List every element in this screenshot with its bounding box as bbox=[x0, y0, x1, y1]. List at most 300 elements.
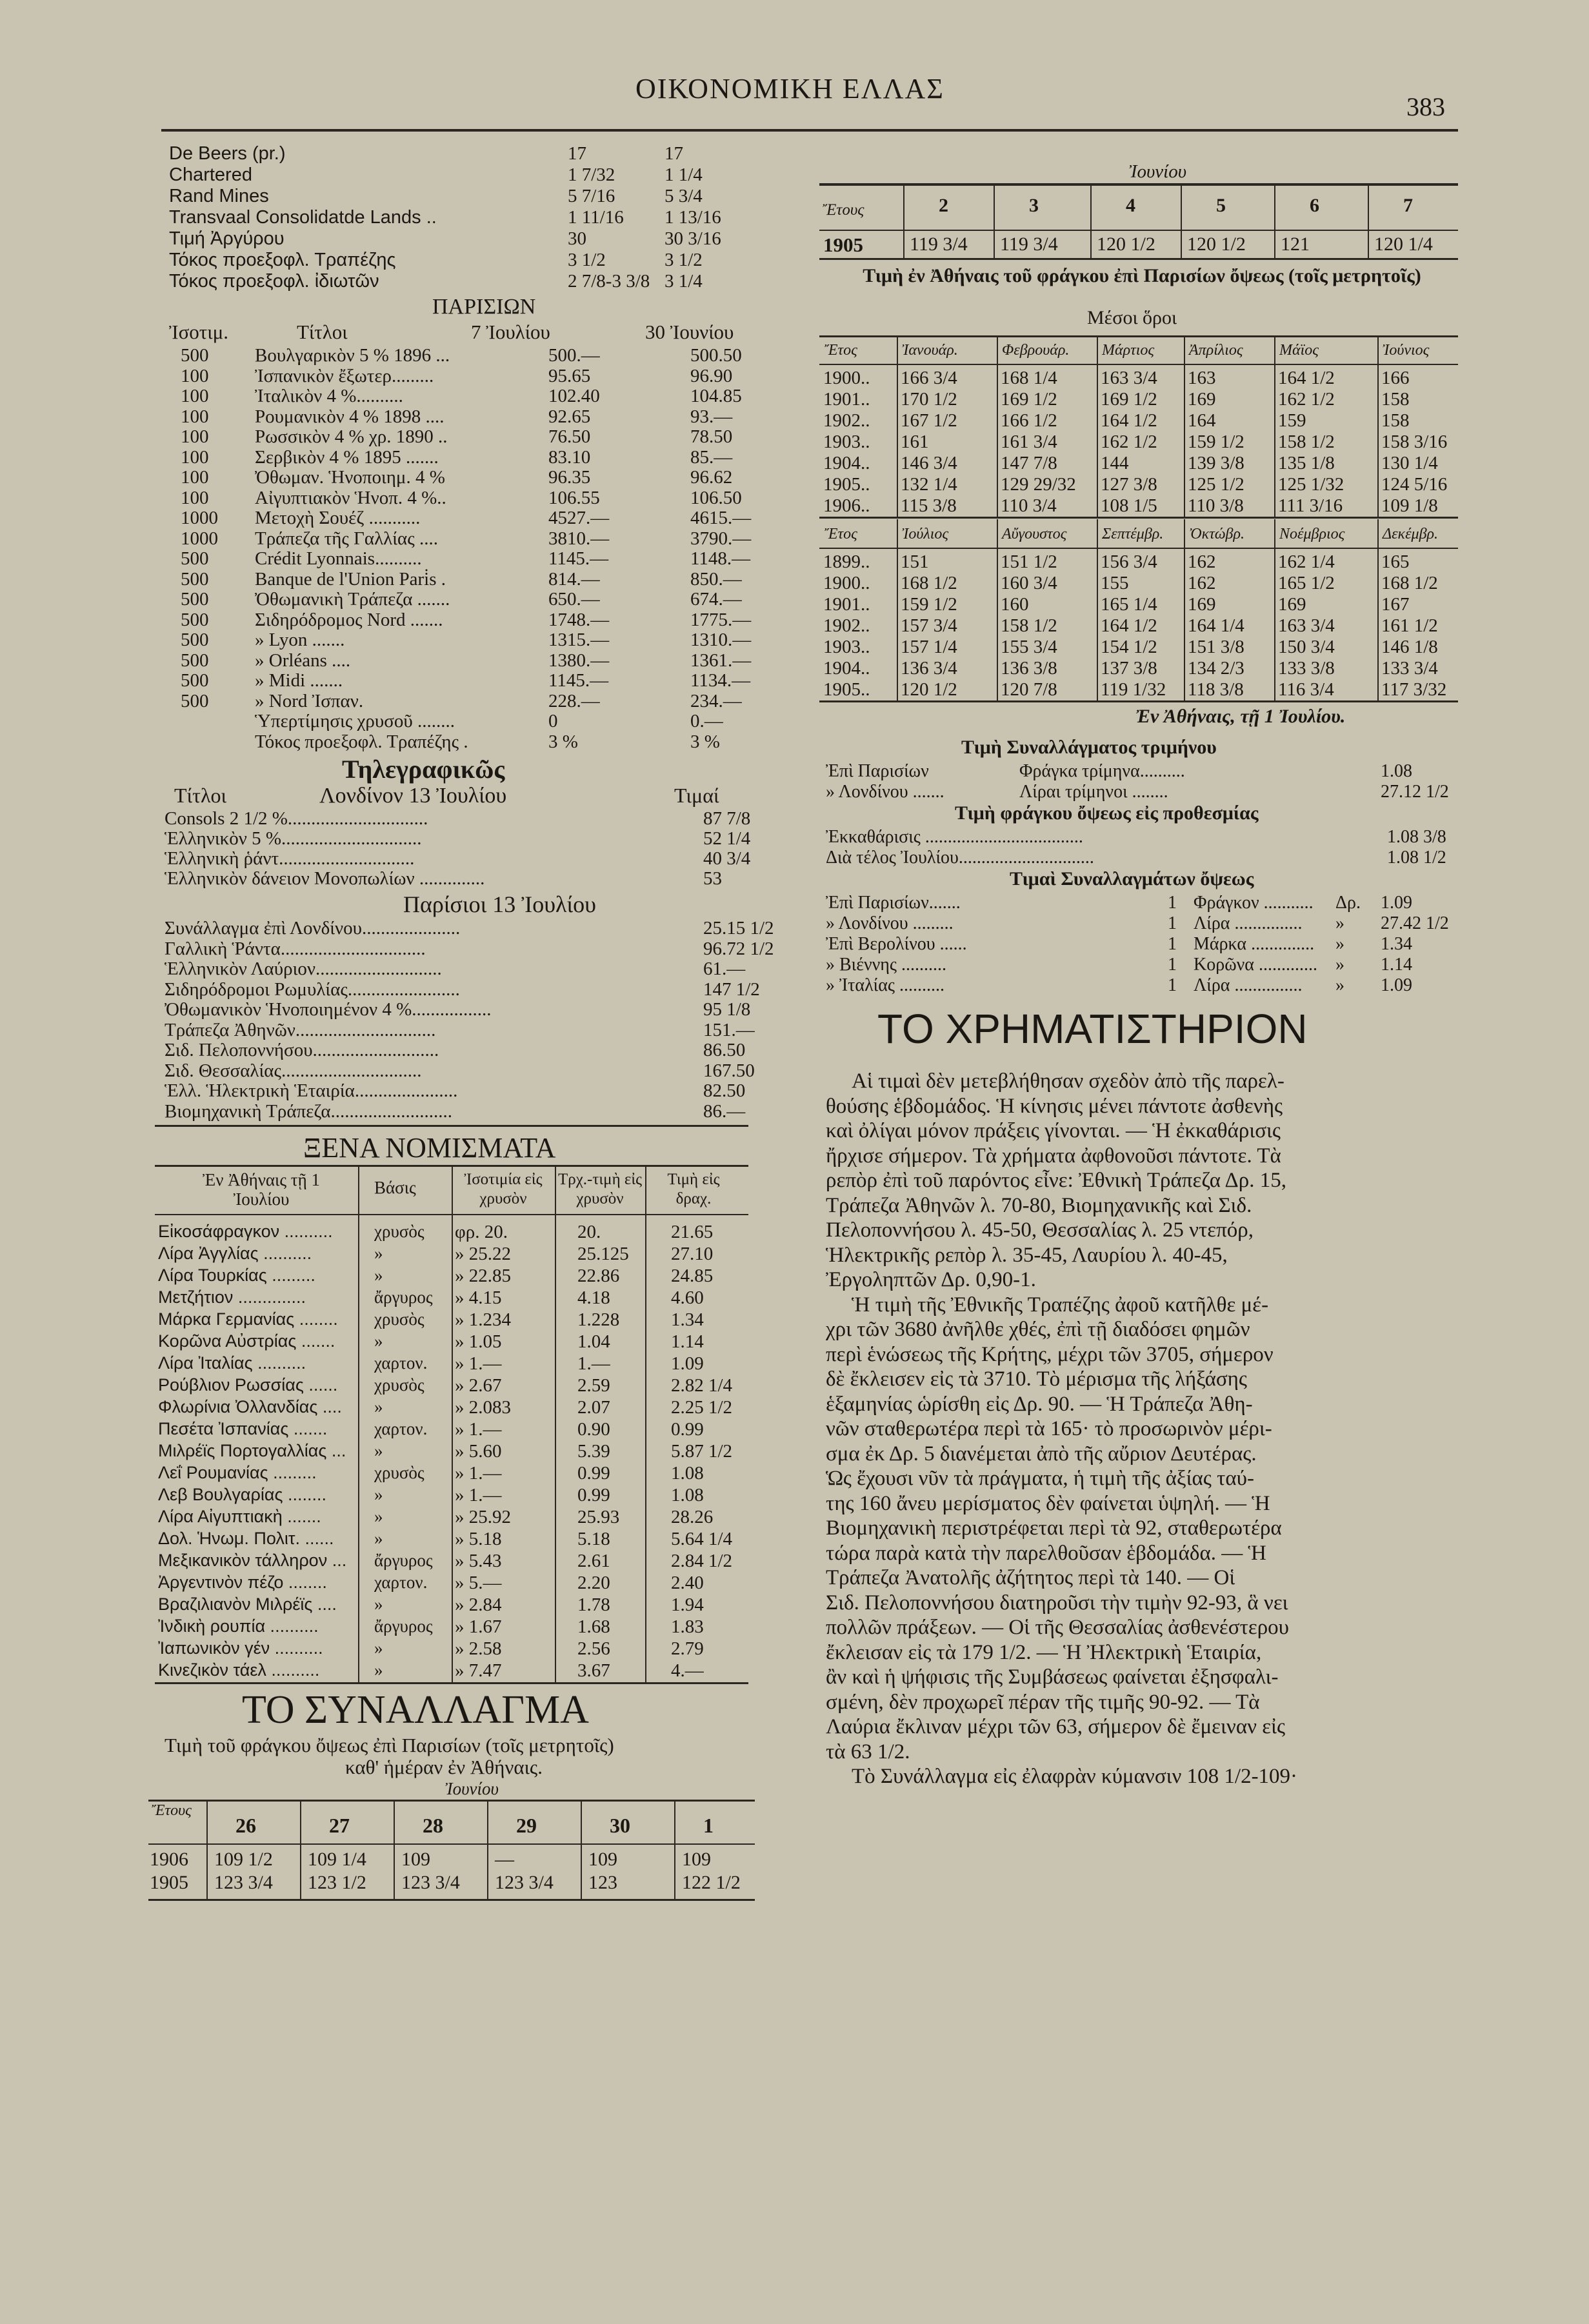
rt-day: 3 bbox=[1029, 195, 1039, 216]
exchange-r1-b: Φράγκα τρίμηνα.......... bbox=[1019, 761, 1185, 781]
article-line: Τράπεζα Ἀνατολῆς ἀζήτητος περὶ τὰ 140. — Οἱ bbox=[826, 1566, 1235, 1589]
paris-par: 500 bbox=[181, 548, 209, 569]
avg2-cell: 116 3/4 bbox=[1278, 679, 1334, 700]
telegr-paris-value: 61.— bbox=[703, 958, 746, 979]
paris-value-b: 96.90 bbox=[690, 365, 733, 386]
xena-cur: 0.99 bbox=[577, 1463, 610, 1484]
paris-par: 100 bbox=[181, 467, 209, 488]
xena-par: » 5.— bbox=[455, 1573, 502, 1593]
exchange-r3-a: Ἐπὶ Βερολίνου ...... bbox=[826, 934, 967, 954]
paris-value-b: 1134.— bbox=[690, 670, 751, 691]
xena-currency: Λίρα Αἰγυπτιακὴ ....... bbox=[158, 1507, 321, 1526]
paris-title-name: Ὑπερτίμησις χρυσοῦ ........ bbox=[255, 711, 455, 731]
paris-title-name: » Nord Ἰσπαν. bbox=[255, 690, 364, 711]
avg2-cell: 134 2/3 bbox=[1188, 658, 1244, 679]
paris-title-name: Βουλγαρικὸν 5 % 1896 ... bbox=[255, 345, 450, 366]
exchange-r3-a: » Ἰταλίας .......... bbox=[826, 975, 944, 995]
syn-val: 109 1/2 bbox=[214, 1849, 273, 1870]
avg2-head: Ἰούλιος bbox=[902, 526, 949, 542]
article-line: χρι τῶν 3680 ἀνῆλθε χθές, ἐπὶ τῇ διαδόσει φημῶν bbox=[826, 1318, 1250, 1341]
xena-cur: 22.86 bbox=[577, 1266, 620, 1286]
paris-value-a: 76.50 bbox=[548, 426, 591, 447]
avg2-cell: 169 bbox=[1278, 594, 1306, 615]
avg1-col-rule bbox=[1184, 335, 1185, 517]
article-line: νῶν σταθερωτέρα περὶ τὰ 165· τὸ προσωρινὸν μέρι- bbox=[826, 1417, 1272, 1440]
xena-dr: 4.— bbox=[671, 1660, 704, 1681]
xena-dr: 2.82 1/4 bbox=[671, 1375, 733, 1396]
xena-par: » 1.— bbox=[455, 1353, 502, 1374]
paris-par: 500 bbox=[181, 650, 209, 671]
syn-col-rule bbox=[674, 1800, 675, 1899]
xena-currency: Βραζιλιανὸν Μιλρέϊς .... bbox=[158, 1594, 337, 1614]
avg1-cell: 164 bbox=[1188, 410, 1216, 431]
xena-cur: 2.07 bbox=[577, 1397, 610, 1418]
paris-par: 1000 bbox=[181, 508, 218, 528]
article-line: δὲ ἔκλεισεν εἰς τὰ 3710. Τὸ μέρισμα τῆς λήξάσης bbox=[826, 1367, 1247, 1391]
avg1-cell: 158 bbox=[1381, 389, 1410, 410]
paris-value-a: 102.40 bbox=[548, 386, 600, 406]
xena-par: » 25.92 bbox=[455, 1507, 511, 1527]
xena-base: χαρτον. bbox=[374, 1419, 428, 1438]
avg2-cell: 133 3/4 bbox=[1381, 658, 1438, 679]
avg1-cell: 167 1/2 bbox=[901, 410, 957, 431]
avg1-cell: 1903.. bbox=[823, 432, 870, 452]
paris-value-a: 95.65 bbox=[548, 365, 591, 386]
avg1-cell: 1905.. bbox=[823, 474, 870, 495]
avg2-cell: 1899.. bbox=[823, 551, 870, 572]
avg2-cell: 133 3/8 bbox=[1278, 658, 1335, 679]
avg2-cell: 160 bbox=[1001, 594, 1029, 615]
article-line: Ἡ τιμὴ τῆς Ἐθνικῆς Τραπέζης ἀφοῦ κατῆλθε μέ- bbox=[852, 1293, 1269, 1316]
telegr-paris-value: 96.72 1/2 bbox=[703, 938, 774, 959]
avg1-cell: 1900.. bbox=[823, 368, 870, 388]
avg2-cell: 164 1/4 bbox=[1188, 615, 1244, 636]
paris-value-a: 1748.— bbox=[548, 609, 610, 630]
avg2-cell: 156 3/4 bbox=[1101, 551, 1157, 572]
avg1-cell: 159 bbox=[1278, 410, 1306, 431]
avg2-cell: 162 bbox=[1188, 573, 1216, 593]
syn-day: 30 bbox=[610, 1814, 630, 1837]
stock-value-b: 1 1/4 bbox=[665, 164, 703, 185]
exchange-r3-b: Μάρκα .............. bbox=[1194, 934, 1315, 954]
exchange-r2-c: 1.08 1/2 bbox=[1387, 848, 1446, 868]
paris-title-name: Τόκος προεξοφλ. Τραπέζης . bbox=[255, 731, 468, 752]
avg2-col-rule bbox=[1184, 519, 1185, 700]
avg2-cell: 117 3/32 bbox=[1381, 679, 1447, 700]
paris-value-b: 85.— bbox=[690, 446, 733, 468]
avg1-col-rule bbox=[1377, 335, 1379, 517]
avg1-head: Ἰανουάρ. bbox=[902, 342, 958, 359]
telegr-paris-value: 151.— bbox=[703, 1019, 755, 1040]
paris-par: 500 bbox=[181, 670, 209, 691]
xena-cur: 0.90 bbox=[577, 1419, 610, 1440]
exchange-r1-a: » Λονδίνου ....... bbox=[826, 782, 944, 802]
rt-col-rule bbox=[1181, 183, 1182, 258]
paris-title-name: » Orléans .... bbox=[255, 650, 351, 671]
avg2-cell: 119 1/32 bbox=[1101, 679, 1166, 700]
xena-cur: 1.68 bbox=[577, 1616, 610, 1637]
telegr-paris-name: Σιδ. Θεσσαλίας.............................. bbox=[165, 1060, 422, 1081]
avg1-cell: 161 bbox=[901, 432, 929, 452]
xena-table-bottom bbox=[155, 1682, 748, 1684]
xena-par: » 1.— bbox=[455, 1485, 502, 1505]
xena-dr: 2.84 1/2 bbox=[671, 1551, 733, 1571]
avg1-cell: 147 7/8 bbox=[1001, 453, 1057, 473]
avg2-cell: 169 bbox=[1188, 594, 1216, 615]
avg1-cell: 168 1/4 bbox=[1001, 368, 1057, 388]
stock-value-b: 1 13/16 bbox=[665, 207, 721, 228]
avg2-head: Ἔτος bbox=[824, 526, 857, 542]
exchange-r3-d: » bbox=[1335, 913, 1344, 933]
xena-par: » 1.— bbox=[455, 1463, 502, 1484]
paris-value-b: 3 % bbox=[690, 731, 720, 752]
article-line: σμένη, δὲν προχωρεῖ πέραν τῆς τιμῆς 90-92. — Τὰ bbox=[826, 1690, 1260, 1714]
avg2-cell: 146 1/8 bbox=[1381, 637, 1438, 657]
exchange-r1-c: 27.12 1/2 bbox=[1381, 782, 1449, 802]
article-line: σμα ἐκ Δρ. 5 διανέμεται ἀπὸ τῆς αὔριον Δευτέρας. bbox=[826, 1442, 1257, 1465]
avg2-cell: 168 1/2 bbox=[1381, 573, 1438, 593]
xena-currency: Μιλρέϊς Πορτογαλλίας ... bbox=[158, 1441, 346, 1460]
avg1-cell: 127 3/8 bbox=[1101, 474, 1157, 495]
syn-year: 1906 bbox=[150, 1849, 188, 1870]
xena-currency: Μάρκα Γερμανίας ........ bbox=[158, 1309, 338, 1329]
xena-base: » bbox=[374, 1441, 383, 1460]
paris-value-b: 1148.— bbox=[690, 548, 751, 569]
xena-currency: Ἰαπωνικὸν γέν .......... bbox=[158, 1638, 323, 1658]
paris-par: 100 bbox=[181, 446, 209, 468]
syn-val: 109 bbox=[682, 1849, 711, 1870]
avg1-head: Ἔτος bbox=[824, 342, 857, 359]
exchange-r3-a: » Βιέννης .......... bbox=[826, 955, 947, 975]
exchange-r3-d: » bbox=[1335, 955, 1344, 975]
avg1-cell: 111 3/16 bbox=[1278, 495, 1343, 516]
telegr-paris-value: 167.50 bbox=[703, 1060, 755, 1081]
rt-val: 119 3/4 bbox=[910, 233, 968, 255]
avg2-cell: 155 bbox=[1101, 573, 1129, 593]
telegr-paris-value: 82.50 bbox=[703, 1080, 746, 1101]
xena-dr: 27.10 bbox=[671, 1244, 714, 1264]
stock-value-b: 3 1/2 bbox=[665, 250, 703, 270]
telegr-name: Ἑλληνικὸν 5 %.............................. bbox=[165, 828, 422, 849]
avg1-cell: 170 1/2 bbox=[901, 389, 957, 410]
avg2-cell: 168 1/2 bbox=[901, 573, 957, 593]
xena-base: » bbox=[374, 1638, 383, 1658]
synallagma-sub1: Τιμὴ τοῦ φράγκου ὄψεως ἐπὶ Παρισίων (τοῖς μετρητοῖς) bbox=[165, 1734, 614, 1756]
paris-par: 100 bbox=[181, 487, 209, 508]
exchange-r3-n: 1 bbox=[1168, 955, 1177, 975]
avg2-head: Δεκέμβρ. bbox=[1383, 526, 1439, 542]
article-line: Λαύρια ἔκλιναν μέχρι τῶν 63, σήμερον δὲ ἔμειναν εἰς bbox=[826, 1715, 1286, 1738]
telegr-name: Consols 2 1/2 %.............................. bbox=[165, 808, 428, 829]
telegr-paris-name: Σιδ. Πελοποννήσου........................... bbox=[165, 1040, 439, 1060]
telegr-paris-value: 95 1/8 bbox=[703, 999, 751, 1020]
xena-head-place: Ἐν Ἀθήναις τῇ 1 Ἰουλίου bbox=[203, 1170, 320, 1209]
paris-value-b: 234.— bbox=[690, 690, 742, 711]
paris-value-b: 1361.— bbox=[690, 650, 752, 671]
avg2-cell: 159 1/2 bbox=[901, 594, 957, 615]
telegr-paris-title: Παρίσιοι 13 Ἰουλίου bbox=[403, 891, 597, 917]
paris-par: 100 bbox=[181, 426, 209, 447]
exchange-r3-b: Λίρα ............... bbox=[1194, 913, 1303, 933]
syn-day: 26 bbox=[235, 1814, 256, 1837]
avg1-cell: 124 5/16 bbox=[1381, 474, 1448, 495]
syn-val: 123 3/4 bbox=[401, 1872, 460, 1893]
avg1-col-rule bbox=[1274, 335, 1275, 517]
stock-name: Rand Mines bbox=[169, 186, 269, 206]
avg1-head: Φεβρουάρ. bbox=[1002, 342, 1070, 359]
rt-year-label: Ἔτους bbox=[823, 201, 864, 219]
article-line: Ὡς ἔχουσι νῦν τὰ πράγματα, ἡ τιμὴ τῆς ἀξίας ταύ- bbox=[826, 1467, 1254, 1490]
rt-val: 120 1/4 bbox=[1374, 233, 1433, 255]
rt-val: 120 1/2 bbox=[1187, 233, 1246, 255]
xena-base: χρυσὸς bbox=[374, 1222, 425, 1241]
xena-currency: Πεσέτα Ἰσπανίας ....... bbox=[158, 1419, 328, 1438]
avg2-cell: 157 3/4 bbox=[901, 615, 957, 636]
rt-col-rule bbox=[1090, 183, 1092, 258]
syn-table-top bbox=[148, 1800, 755, 1802]
paris-value-b: 104.85 bbox=[690, 386, 742, 406]
paris-title-name: » Midi ....... bbox=[255, 670, 343, 691]
syn-val: — bbox=[495, 1849, 514, 1870]
paris-title-name: Μετοχὴ Σουέζ ........... bbox=[255, 508, 421, 528]
avg2-col-rule bbox=[1377, 519, 1379, 700]
xena-cur: 2.56 bbox=[577, 1638, 610, 1659]
telegr-paris-value: 86.50 bbox=[703, 1040, 746, 1060]
avg1-cell: 163 bbox=[1188, 368, 1216, 388]
xena-base: » bbox=[374, 1331, 383, 1351]
xena-dr: 0.99 bbox=[671, 1419, 704, 1440]
avg1-col-rule bbox=[997, 335, 998, 517]
syn-day: 28 bbox=[423, 1814, 443, 1837]
xena-par: » 5.43 bbox=[455, 1551, 502, 1571]
paris-head-par: Ἰσοτιμ. bbox=[169, 321, 228, 343]
syn-table-bottom bbox=[148, 1899, 755, 1901]
exchange-r3-c: 1.09 bbox=[1381, 893, 1412, 913]
xena-base: » bbox=[374, 1266, 383, 1285]
avg2-cell: 165 bbox=[1381, 551, 1410, 572]
avg2-cell: 158 1/2 bbox=[1001, 615, 1057, 636]
syn-val: 123 bbox=[588, 1872, 617, 1893]
exchange-r3-c: 1.14 bbox=[1381, 955, 1412, 975]
exchange-r3-d: » bbox=[1335, 975, 1344, 995]
avg1-col-rule bbox=[1097, 335, 1098, 517]
avg2-col-rule bbox=[897, 519, 898, 700]
article-line: Τὸ Συνάλλαγμα εἰς ἐλαφρὰν κύμανσιν 108 1/2-109· bbox=[852, 1765, 1298, 1788]
avg1-cell: 169 bbox=[1188, 389, 1216, 410]
paris-value-a: 96.35 bbox=[548, 467, 591, 488]
xena-col-rule bbox=[555, 1165, 556, 1682]
avg2-head: Νοέμβριος bbox=[1279, 526, 1345, 542]
telegr-paris-value: 147 1/2 bbox=[703, 978, 760, 1000]
xena-par: φρ. 20. bbox=[455, 1222, 508, 1242]
xena-par: » 2.58 bbox=[455, 1638, 502, 1659]
syn-col-rule bbox=[487, 1800, 488, 1899]
stock-value-a: 17 bbox=[568, 143, 586, 164]
exchange-r2-a: Διὰ τέλος Ἰουλίου.............................. bbox=[826, 848, 1094, 868]
avg1-cell: 164 1/2 bbox=[1278, 368, 1335, 388]
xena-head-par: Ἰσοτιμία εἰς χρυσὸν bbox=[464, 1171, 543, 1207]
paris-value-b: 106.50 bbox=[690, 487, 742, 508]
avg2-cell: 136 3/4 bbox=[901, 658, 957, 679]
paris-par: 500 bbox=[181, 345, 209, 366]
exchange-h2: Τιμὴ φράγκου ὄψεως εἰς προθεσμίας bbox=[955, 802, 1259, 824]
telegr-paris-name: Ἑλληνικὸν Λαύριον........................... bbox=[165, 958, 442, 979]
avg1-cell: 115 3/8 bbox=[901, 495, 957, 516]
xena-currency: Κινεζικὸν τάελ .......... bbox=[158, 1660, 320, 1680]
rt-val: 119 3/4 bbox=[1000, 233, 1058, 255]
xena-cur: 1.228 bbox=[577, 1309, 620, 1330]
article-line: Βιομηχανικὴ περιστρέφεται περὶ τὰ 92, σταθερωτέρα bbox=[826, 1516, 1282, 1540]
paris-title-name: Σιδηρόδρομος Nord ....... bbox=[255, 609, 443, 630]
exchange-r2-a: Ἐκκαθάρισις ................................... bbox=[826, 827, 1083, 847]
telegr-head-prices: Τιμαί bbox=[674, 784, 719, 807]
paris-title-name: Αἰγυπτιακὸν Ἡνοπ. 4 %.. bbox=[255, 487, 446, 508]
telegr-head-titles: Τίτλοι bbox=[174, 784, 227, 807]
article-line: Ἐργοληπτῶν Δρ. 0,90-1. bbox=[826, 1268, 1036, 1291]
xena-base: ἄργυρος bbox=[374, 1287, 433, 1307]
avg1-cell: 166 bbox=[1381, 368, 1410, 388]
stock-value-a: 1 7/32 bbox=[568, 164, 615, 185]
exchange-r3-a: » Λονδίνου ......... bbox=[826, 913, 954, 933]
avg2-cell: 1904.. bbox=[823, 658, 870, 679]
avg1-head-rule bbox=[819, 364, 1458, 365]
avg2-cell: 165 1/2 bbox=[1278, 573, 1335, 593]
syn-val: 109 bbox=[401, 1849, 430, 1870]
avg2-cell: 1900.. bbox=[823, 573, 870, 593]
paris-par: 500 bbox=[181, 568, 209, 590]
paris-title-name: Ὀθωμαν. Ἡνοποιημ. 4 % bbox=[255, 467, 445, 488]
xena-title: ΞΕΝΑ ΝΟΜΙΣΜΑΤΑ bbox=[303, 1132, 556, 1164]
avg1-cell: 158 bbox=[1381, 410, 1410, 431]
avg2-cell: 136 3/8 bbox=[1001, 658, 1057, 679]
xena-currency: Φλωρίνια Ὀλλανδίας .... bbox=[158, 1397, 342, 1416]
stock-name: Τόκος προεξοφλ. ἰδιωτῶν bbox=[169, 271, 379, 292]
paris-value-a: 92.65 bbox=[548, 406, 591, 427]
stock-value-b: 3 1/4 bbox=[665, 271, 703, 292]
telegr-paris-name: Ὀθωμανικὸν Ἡνοποιημένον 4 %................. bbox=[165, 999, 492, 1020]
avg1-cell: 109 1/8 bbox=[1381, 495, 1438, 516]
xena-dr: 5.64 1/4 bbox=[671, 1529, 733, 1549]
xena-dr: 5.87 1/2 bbox=[671, 1441, 733, 1462]
avg1-cell: 125 1/2 bbox=[1188, 474, 1244, 495]
xena-currency: Ἰνδικὴ ρουπία .......... bbox=[158, 1616, 319, 1636]
avg2-head: Ὀκτώβρ. bbox=[1189, 526, 1245, 542]
xena-base: ἄργυρος bbox=[374, 1551, 433, 1570]
article-line: Τράπεζα Ἀθηνῶν λ. 70-80, Βιομηχανικῆς καὶ Σιδ. bbox=[826, 1193, 1252, 1217]
avg1-cell: 164 1/2 bbox=[1101, 410, 1157, 431]
avg1-cell: 129 29/32 bbox=[1001, 474, 1076, 495]
avg1-cell: 110 3/8 bbox=[1188, 495, 1244, 516]
xena-dr: 21.65 bbox=[671, 1222, 714, 1242]
telegr-paris-value: 86.— bbox=[703, 1100, 746, 1122]
xena-par: » 2.083 bbox=[455, 1397, 511, 1418]
avg1-cell: 1906.. bbox=[823, 495, 870, 516]
avg1-head: Ἀπρίλιος bbox=[1189, 342, 1243, 359]
xena-col-rule bbox=[645, 1165, 646, 1682]
avg2-cell: 162 bbox=[1188, 551, 1216, 572]
exchange-r3-n: 1 bbox=[1168, 934, 1177, 954]
xena-dr: 28.26 bbox=[671, 1507, 714, 1527]
avg2-cell: 151 3/8 bbox=[1188, 637, 1244, 657]
paris-par: 500 bbox=[181, 609, 209, 630]
xena-cur: 2.59 bbox=[577, 1375, 610, 1396]
xena-currency: Κορῶνα Αὐστρίας ....... bbox=[158, 1331, 335, 1351]
syn-head-rule bbox=[148, 1843, 755, 1845]
syn-val: 123 1/2 bbox=[308, 1872, 366, 1893]
avg1-cell: 1902.. bbox=[823, 410, 870, 431]
avg1-cell: 162 1/2 bbox=[1101, 432, 1157, 452]
paris-head-date-b: 30 Ἰουνίου bbox=[645, 321, 734, 343]
paris-value-a: 1145.— bbox=[548, 548, 609, 569]
xena-par: » 22.85 bbox=[455, 1266, 511, 1286]
paris-title-name: Ὀθωμανικὴ Τράπεζα ....... bbox=[255, 589, 450, 610]
paris-par: 500 bbox=[181, 690, 209, 711]
telegr-paris-name: Ἑλλ. Ἡλεκτρικὴ Ἑταιρία...................... bbox=[165, 1080, 458, 1101]
xena-currency: Μεξικανικὸν τάλληρον ... bbox=[158, 1551, 347, 1570]
avg2-cell: 160 3/4 bbox=[1001, 573, 1057, 593]
avg2-cell: 164 1/2 bbox=[1101, 615, 1157, 636]
stock-value-a: 30 bbox=[568, 228, 586, 249]
paris-par: 500 bbox=[181, 589, 209, 610]
telegr-paris-value: 25.15 1/2 bbox=[703, 918, 774, 939]
telegr-value: 87 7/8 bbox=[703, 808, 751, 829]
xena-currency: Λίρα Ἀγγλίας .......... bbox=[158, 1244, 312, 1263]
xena-dr: 1.14 bbox=[671, 1331, 704, 1352]
paris-value-a: 4527.— bbox=[548, 508, 610, 528]
xena-col-rule bbox=[452, 1165, 453, 1682]
paris-value-b: 0.— bbox=[690, 711, 723, 731]
avg1-cell: 158 3/16 bbox=[1381, 432, 1448, 452]
exchange-r3-b: Λίρα ............... bbox=[1194, 975, 1303, 995]
xena-base: » bbox=[374, 1397, 383, 1416]
xena-cur: 0.99 bbox=[577, 1485, 610, 1505]
avg2-col-rule bbox=[997, 519, 998, 700]
rt-val: 120 1/2 bbox=[1097, 233, 1155, 255]
avg1-cell: 146 3/4 bbox=[901, 453, 957, 473]
article-line: ρεπὸρ ἐπὶ τοῦ παρόντος εἶνε: Ἐθνικὴ Τράπεζα Δρ. 15, bbox=[826, 1169, 1286, 1192]
avg1-cell: 144 bbox=[1101, 453, 1129, 473]
avg2-cell: 157 1/4 bbox=[901, 637, 957, 657]
xena-par: » 25.22 bbox=[455, 1244, 511, 1264]
paris-value-a: 0 bbox=[548, 711, 558, 731]
exchange-r3-c: 1.09 bbox=[1381, 975, 1412, 995]
avg2-cell: 165 1/4 bbox=[1101, 594, 1157, 615]
paris-title: ΠΑΡΙΣΙΩΝ bbox=[432, 295, 536, 319]
syn-col-rule bbox=[300, 1800, 301, 1899]
rt-day: 5 bbox=[1216, 195, 1226, 216]
rt-col-rule bbox=[994, 183, 995, 258]
xena-base: » bbox=[374, 1529, 383, 1548]
avg1-cell: 130 1/4 bbox=[1381, 453, 1438, 473]
xena-col-rule bbox=[358, 1165, 359, 1682]
synallagma-month: Ἰουνίου bbox=[445, 1779, 499, 1798]
paris-title-name: Τράπεζα τῆς Γαλλίας .... bbox=[255, 528, 438, 549]
avg2-col-rule bbox=[1274, 519, 1275, 700]
synallagma-title: ΤΟ ΣΥΝΑΛΛΑΓΜΑ bbox=[242, 1688, 589, 1732]
xena-base: » bbox=[374, 1485, 383, 1504]
telegr-value: 53 bbox=[703, 868, 722, 889]
xena-head-cur: Τρχ.-τιμὴ εἰς χρυσὸν bbox=[557, 1171, 643, 1207]
paris-value-a: 650.— bbox=[548, 589, 600, 610]
syn-day: 1 bbox=[703, 1814, 714, 1837]
xena-currency: Λίρα Ἰταλίας .......... bbox=[158, 1353, 306, 1373]
avg1-cell: 161 3/4 bbox=[1001, 432, 1057, 452]
avg2-head: Αὔγουστος bbox=[1002, 526, 1067, 542]
avg1-cell: 159 1/2 bbox=[1188, 432, 1244, 452]
avg2-cell: 1903.. bbox=[823, 637, 870, 657]
xena-dr: 2.25 1/2 bbox=[671, 1397, 733, 1418]
xena-cur: 1.04 bbox=[577, 1331, 610, 1352]
